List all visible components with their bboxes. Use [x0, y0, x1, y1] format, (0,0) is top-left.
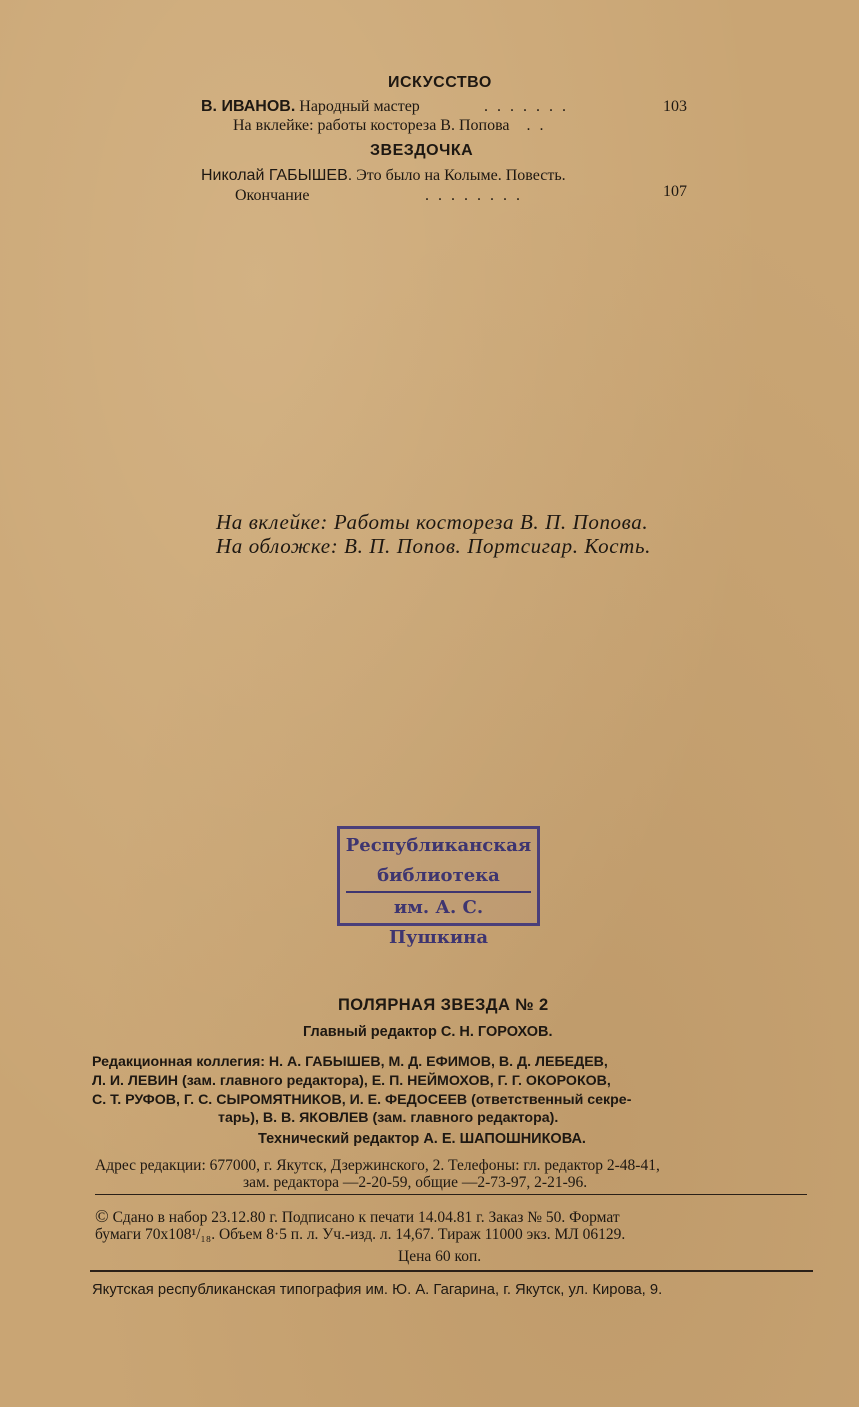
stamp-line-2: библиотека [377, 865, 500, 886]
toc-title: Это было на Колыме. Повесть. [356, 167, 566, 184]
toc-page-number: 107 [663, 183, 687, 200]
toc-leader: .. [513, 117, 553, 134]
editorial-board-line: Редакционная коллегия: Н. А. ГАБЫШЕВ, М. Д. ЕФИМОВ, В. Д. ЛЕБЕДЕВ, [92, 1054, 608, 1070]
section-heading-art: ИСКУССТВО [388, 74, 492, 91]
toc-title: Народный мастер [299, 98, 420, 115]
print-details-line-2: бумаги 70х108¹/₁₈. Объем 8·5 п. л. Уч.-изд. л. 14,67. Тираж 11000 экз. МЛ 06129. [95, 1226, 626, 1243]
toc-page-number: 103 [663, 98, 687, 115]
stamp-line-3: им. А. С. Пушкина [346, 891, 531, 953]
chief-editor: Главный редактор С. Н. ГОРОХОВ. [303, 1024, 553, 1040]
divider-line [90, 1270, 813, 1272]
toc-entry-art[interactable] [201, 98, 691, 116]
toc-subentry [235, 183, 695, 205]
section-heading-zvezdochka: ЗВЕЗДОЧКА [370, 142, 474, 159]
toc-author: В. ИВАНОВ. [201, 98, 296, 115]
technical-editor: Технический редактор А. Е. ШАПОШНИКОВА. [258, 1131, 586, 1147]
magazine-title: ПОЛЯРНАЯ ЗВЕЗДА № 2 [338, 996, 549, 1014]
copyright-mark: © [95, 1206, 109, 1226]
editorial-address: Адрес редакции: 677000, г. Якутск, Дзержинского, 2. Телефоны: гл. редактор 2-48-41, [95, 1157, 660, 1174]
toc-author: Николай ГАБЫШЕВ. [201, 167, 353, 184]
editorial-board-line: Л. И. ЛЕВИН (зам. главного редактора), Е. П. НЕЙМОХОВ, Г. Г. ОКОРОКОВ, [92, 1073, 611, 1089]
toc-leader: ........ [425, 187, 529, 204]
toc-leader: ....... [484, 98, 575, 115]
toc-entry-zvezdochka[interactable] [201, 167, 566, 185]
printing-house: Якутская республиканская типография им. Ю. А. Гагарина, г. Якутск, ул. Кирова, 9. [92, 1282, 663, 1298]
divider-line [95, 1194, 807, 1195]
editorial-board-line: тарь), В. В. ЯКОВЛЕВ (зам. главного редактора). [218, 1110, 559, 1126]
show-through-text [170, 200, 197, 290]
print-details-line-1 [95, 1206, 620, 1227]
cover-note: На обложке: В. П. Попов. Портсигар. Кость. [216, 534, 651, 558]
editorial-board-line: С. Т. РУФОВ, Г. С. СЫРОМЯТНИКОВ, И. Е. ФЕДОСЕЕВ (ответственный секре- [92, 1092, 632, 1108]
toc-insert-note [233, 117, 553, 135]
print-details-text: Сдано в набор 23.12.80 г. Подписано к печати 14.04.81 г. Заказ № 50. Формат [112, 1209, 620, 1226]
insert-note: На вклейке: Работы костореза В. П. Попова. [216, 510, 649, 534]
library-stamp [337, 826, 540, 948]
stamp-line-1: Республиканская [345, 835, 532, 856]
insert-note-text: На вклейке: работы костореза В. Попова [233, 117, 510, 134]
price: Цена 60 коп. [398, 1248, 482, 1265]
toc-subtitle: Окончание [235, 187, 310, 204]
editorial-phones: зам. редактора —2-20-59, общие —2-73-97, 2-21-96. [243, 1174, 588, 1191]
